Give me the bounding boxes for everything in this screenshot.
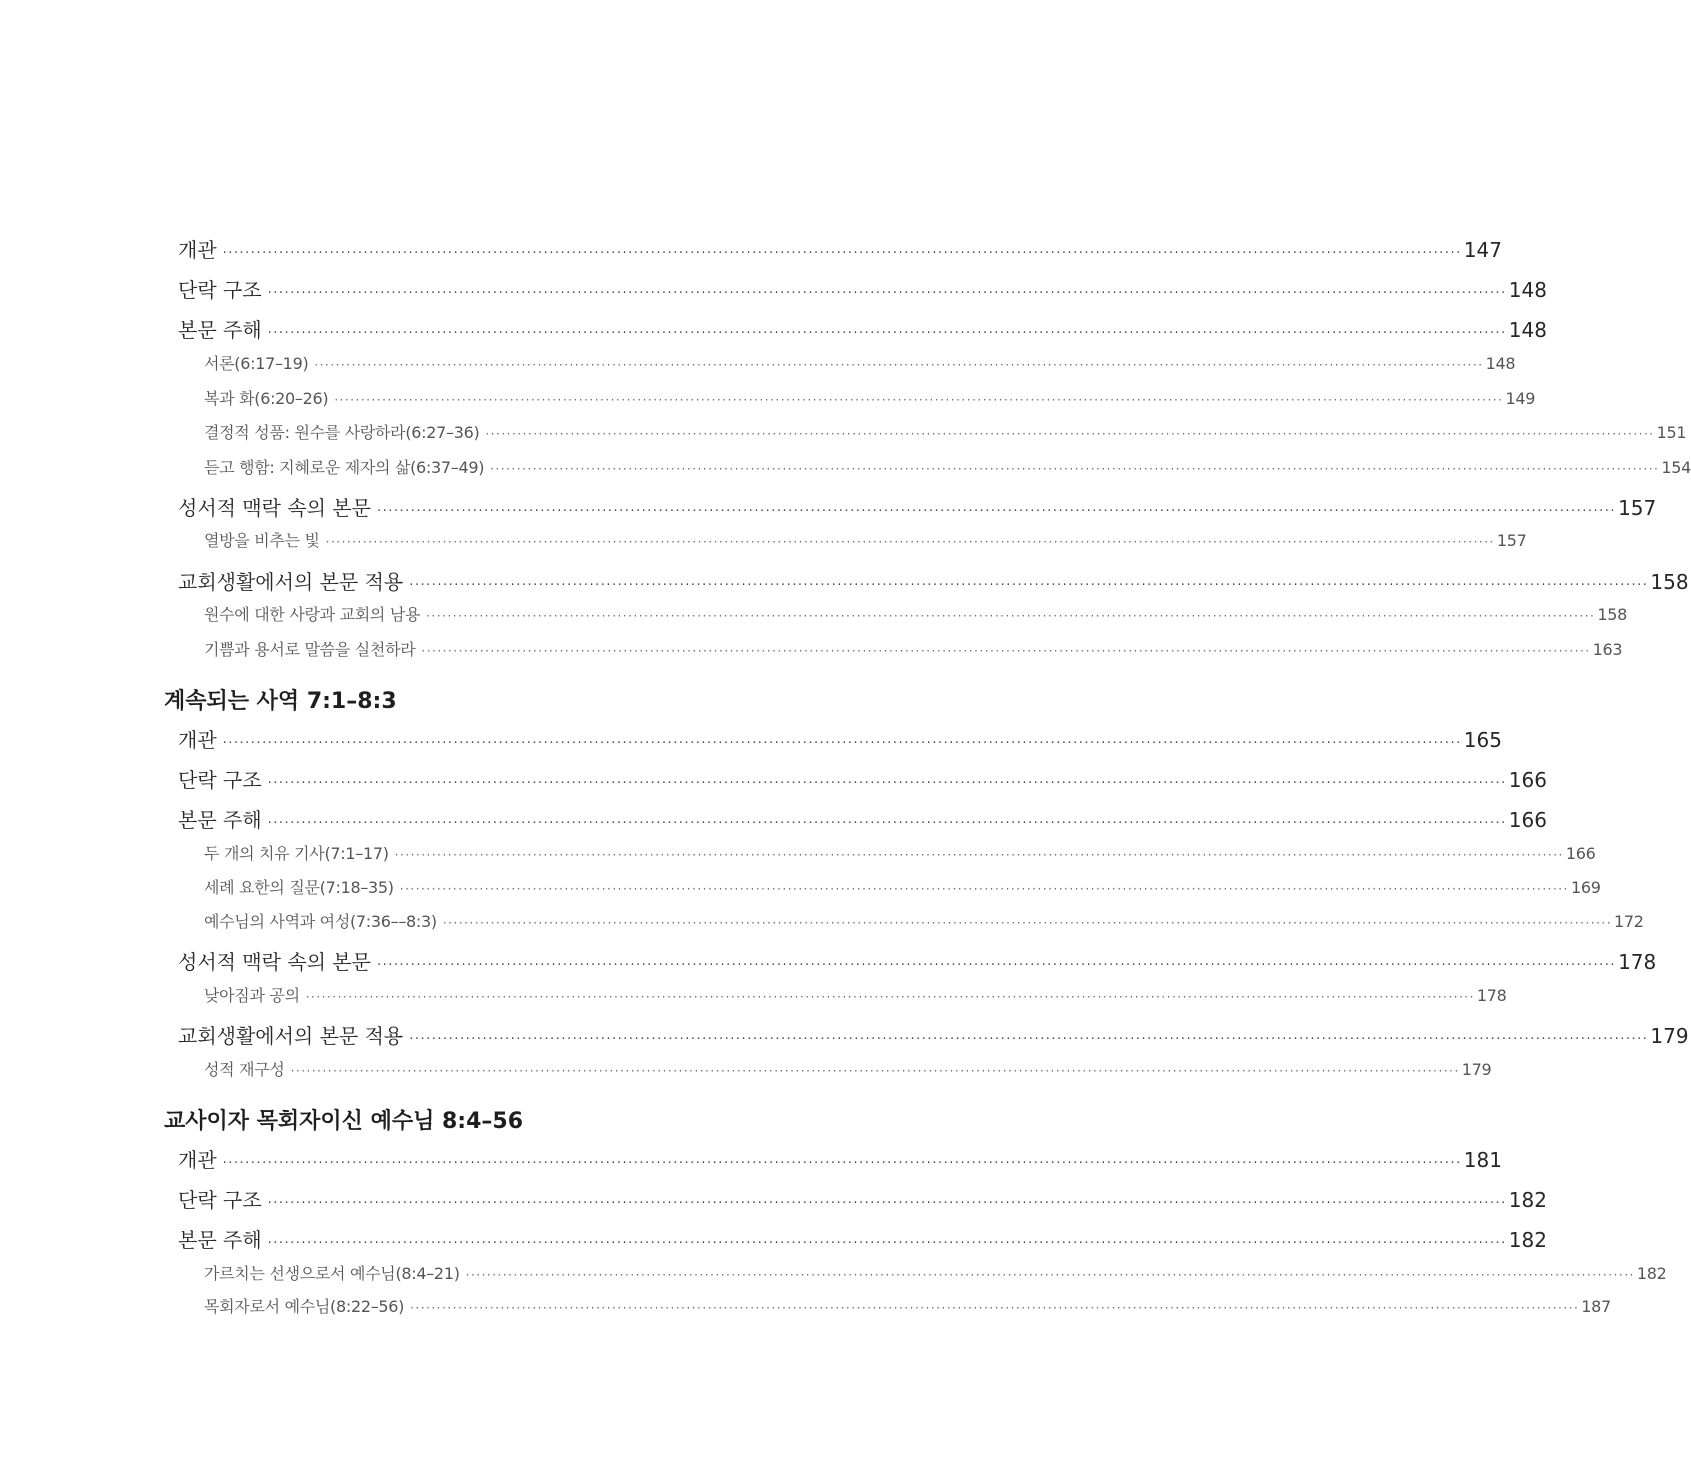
toc-entry-label: 열방을 비추는 빛 — [204, 531, 320, 550]
toc-entry-label: 원수에 대한 사랑과 교회의 남용 — [204, 605, 421, 624]
dot-leader: ···························································································································································································································· — [485, 427, 1655, 441]
toc-entry — [178, 274, 1547, 303]
toc-entry-label: 본문 주해 — [178, 1228, 262, 1252]
toc-entry-page: 166 — [1565, 844, 1596, 863]
toc-entry-label: 두 개의 치유 기사(7:1–17) — [204, 844, 389, 863]
dot-leader: ···························································································································································································································· — [426, 609, 1596, 623]
dot-leader: ···························································································································································································································· — [334, 393, 1504, 407]
toc-entry-page: 178 — [1476, 986, 1507, 1005]
toc-entry-page: 166 — [1508, 768, 1547, 792]
dot-leader: ···························································································································································································································· — [267, 1196, 1507, 1211]
chapter-title: 교사이자 목회자이신 예수님 8:4–56 — [164, 1109, 524, 1134]
toc-entry-page: 148 — [1508, 318, 1547, 342]
toc-entry — [178, 724, 1502, 753]
toc-entry-page: 179 — [1650, 1024, 1689, 1048]
toc-entry-label: 단락 구조 — [178, 768, 262, 792]
dot-leader: ···························································································································································································································· — [410, 1301, 1580, 1315]
toc-entry-page: 165 — [1463, 728, 1502, 752]
toc-entry-page: 182 — [1508, 1228, 1547, 1252]
dot-leader: ···························································································································································································································· — [267, 776, 1507, 791]
toc-entry — [178, 566, 1689, 595]
toc-entry-page: 154 — [1661, 458, 1691, 477]
toc-entry-page: 181 — [1463, 1148, 1502, 1172]
toc-entry-label: 세례 요한의 질문(7:18–35) — [204, 878, 394, 897]
toc-entry — [178, 1020, 1689, 1049]
toc-entry — [178, 314, 1547, 343]
toc-entry-page: 148 — [1508, 278, 1547, 302]
toc-entry-page: 149 — [1505, 389, 1536, 408]
toc-entry-page: 187 — [1581, 1297, 1611, 1316]
toc-subentry — [204, 455, 1691, 478]
toc-entry-label: 교회생활에서의 본문 적용 — [178, 570, 404, 594]
toc-entry-page: 166 — [1508, 808, 1547, 832]
toc-entry — [178, 1184, 1547, 1213]
toc-entry-page: 169 — [1570, 878, 1601, 897]
toc-entry-label: 낮아짐과 공의 — [204, 986, 300, 1005]
toc-subentry — [204, 420, 1687, 443]
toc-entry-page: 179 — [1461, 1060, 1492, 1079]
toc-entry-label: 본문 주해 — [178, 808, 262, 832]
dot-leader: ···························································································································································································································· — [399, 882, 1569, 896]
toc-entry-page: 182 — [1636, 1264, 1667, 1283]
toc-entry — [178, 1224, 1547, 1253]
dot-leader: ···························································································································································································································· — [376, 958, 1617, 973]
toc-entry-label: 성적 재구성 — [204, 1060, 285, 1079]
dot-leader: ···························································································································································································································· — [325, 535, 1495, 549]
toc-subentry — [204, 528, 1527, 551]
toc-entry-label: 본문 주해 — [178, 318, 262, 342]
dot-leader: ···························································································································································································································· — [314, 358, 1484, 372]
toc-entry-label: 단락 구조 — [178, 1188, 262, 1212]
dot-leader: ···························································································································································································································· — [394, 848, 1564, 862]
toc-subentry — [204, 909, 1644, 932]
dot-leader: ···························································································································································································································· — [409, 578, 1649, 593]
toc-entry — [178, 764, 1547, 793]
dot-leader: ···························································································································································································································· — [490, 462, 1660, 476]
toc-entry-label: 개관 — [178, 238, 217, 262]
toc-entry — [178, 946, 1657, 975]
dot-leader: ···························································································································································································································· — [267, 1236, 1507, 1251]
toc-subentry — [204, 1261, 1667, 1284]
toc-entry-label: 예수님의 사역과 여성(7:36––8:3) — [204, 912, 437, 931]
toc-entry — [178, 1144, 1502, 1173]
toc-subentry — [204, 983, 1507, 1006]
toc-entry-label: 개관 — [178, 728, 217, 752]
toc-entry-label: 가르치는 선생으로서 예수님(8:4–21) — [204, 1264, 460, 1283]
toc-entry — [178, 234, 1502, 263]
toc-entry-label: 기쁨과 용서로 말씀을 실천하라 — [204, 640, 416, 659]
toc-entry-label: 성서적 맥락 속의 본문 — [178, 950, 371, 974]
dot-leader: ···························································································································································································································· — [222, 736, 1462, 751]
toc-entry-page: 182 — [1508, 1188, 1547, 1212]
toc-entry-label: 결정적 성품: 원수를 사랑하라(6:27–36) — [204, 423, 480, 442]
toc-entry-page: 158 — [1650, 570, 1689, 594]
dot-leader: ···························································································································································································································· — [267, 326, 1507, 341]
toc-entry-page: 157 — [1618, 496, 1657, 520]
toc-entry-label: 성서적 맥락 속의 본문 — [178, 496, 371, 520]
dot-leader: ···························································································································································································································· — [267, 816, 1507, 831]
toc-subentry — [204, 351, 1516, 374]
dot-leader: ···························································································································································································································· — [290, 1064, 1460, 1078]
chapter-title: 계속되는 사역 7:1–8:3 — [164, 689, 397, 714]
toc-subentry — [204, 637, 1623, 660]
dot-leader: ···························································································································································································································· — [222, 246, 1462, 261]
toc-entry-page: 163 — [1592, 640, 1623, 659]
toc-entry-label: 개관 — [178, 1148, 217, 1172]
dot-leader: ···························································································································································································································· — [442, 916, 1613, 930]
dot-leader: ···························································································································································································································· — [267, 286, 1507, 301]
toc-entry-page: 172 — [1614, 912, 1644, 931]
dot-leader: ···························································································································································································································· — [376, 504, 1617, 519]
toc-entry-label: 단락 구조 — [178, 278, 262, 302]
toc-entry-page: 148 — [1485, 354, 1516, 373]
toc-subentry — [204, 386, 1536, 409]
toc-subentry — [204, 1294, 1611, 1317]
toc-entry-label: 서론(6:17–19) — [204, 354, 309, 373]
dot-leader: ···························································································································································································································· — [222, 1156, 1462, 1171]
toc-entry-page: 158 — [1597, 605, 1628, 624]
dot-leader: ···························································································································································································································· — [465, 1268, 1635, 1282]
toc-subentry — [204, 602, 1628, 625]
toc-entry-label: 교회생활에서의 본문 적용 — [178, 1024, 404, 1048]
toc-entry-page: 178 — [1618, 950, 1657, 974]
toc-entry-label: 목회자로서 예수님(8:22–56) — [204, 1297, 405, 1316]
toc-entry — [178, 804, 1547, 833]
toc-subentry — [204, 1057, 1492, 1080]
toc-subentry — [204, 841, 1596, 864]
toc-entry-page: 147 — [1463, 238, 1502, 262]
toc-entry-page: 157 — [1496, 531, 1527, 550]
dot-leader: ···························································································································································································································· — [421, 644, 1591, 658]
toc-entry — [178, 492, 1657, 521]
toc-entry-label: 듣고 행함: 지혜로운 제자의 삶(6:37–49) — [204, 458, 485, 477]
toc-subentry — [204, 875, 1601, 898]
dot-leader: ···························································································································································································································· — [409, 1032, 1649, 1047]
toc-entry-label: 복과 화(6:20–26) — [204, 389, 329, 408]
toc-entry-page: 151 — [1656, 423, 1687, 442]
dot-leader: ···························································································································································································································· — [305, 990, 1475, 1004]
